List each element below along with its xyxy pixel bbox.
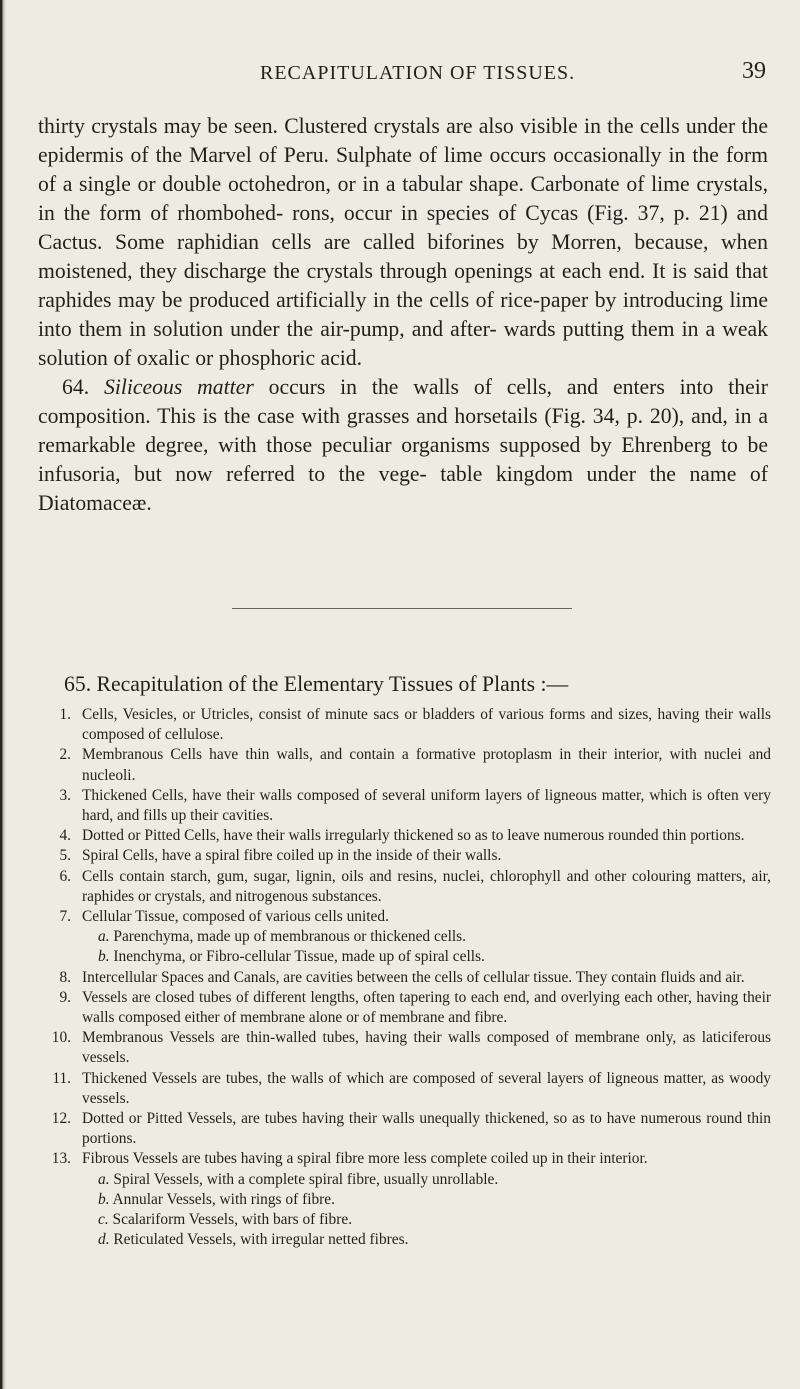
item-text: Fibrous Vessels are tubes having a spiral fibre more less complete coiled up in their interior. [82,1150,648,1168]
list-item [38,826,771,846]
item-number: 7. [59,908,71,926]
recapitulation-list [38,705,771,1250]
item-text: Dotted or Pitted Cells, have their walls irregularly thickened so as to leave numerous rounded thin portions. [82,827,745,845]
item-number: 10. [51,1029,71,1047]
paragraph-64 [38,373,768,518]
subitem-text: Reticulated Vessels, with irregular netted fibres. [113,1231,409,1249]
item-number: 13. [51,1150,71,1168]
list-item [38,968,771,988]
item-number: 8. [59,968,71,986]
subitem-letter: a. [98,1170,110,1188]
item-number: 3. [59,786,71,804]
item-number: 2. [59,746,71,764]
section-divider [232,608,572,609]
list-item [38,745,771,785]
page-binding-edge [0,0,6,1389]
list-item [38,1028,771,1068]
item-text: Membranous Vessels are thin-walled tubes, having their walls composed of membrane only, as laticiferous vessels. [82,1029,771,1067]
item-number: 9. [59,988,71,1006]
item-text: Cellular Tissue, composed of various cells united. [82,908,389,926]
item-text: Vessels are closed tubes of different lengths, often tapering to each end, and overlying each other, having their walls composed either of membrane alone or of membrane and fibre. [82,988,771,1027]
list-subitem [38,947,771,967]
item-text: Thickened Cells, have their walls composed of several uniform layers of ligneous matter, which is often very hard, and fills up their cavities. [82,786,771,825]
paragraph-continuation: thirty crystals may be seen. Clustered crystals are also visible in the cells under the epidermis of the Marvel of Peru. Sulphate of lime occurs occasionally in the form of a single or double octohedron, or in a tabular shape. Carbonate of lime crystals, in the form of rhombohed- rons, occur in species of Cycas (Fig. 37, p. 21) and Cactus. Some raphidian cells are called biforines by Morren, because, when moistened, they discharge the crystals through openings at each end. It is said that raphides may be produced artificially in the cells of rice-paper by introducing lime into them in solution under the air-pump, and after- wards putting them in a weak solution of oxalic or phosphoric acid. [38,114,768,370]
paragraph-text: occurs in the walls of cells, and enters into their composition. This is the case with grasses and horsetails (Fig. 34, p. 20), and, in a remarkable degree, with those peculiar organisms supposed by Ehrenberg to be infusoria, but now referred to the vege- table kingdom under the name of Diatomaceæ. [38,375,769,515]
list-item [38,907,771,927]
item-text: Dotted or Pitted Vessels, are tubes having their walls unequally thickened, so as to have numerous round thin portions. [82,1110,771,1148]
list-item [38,867,771,907]
paragraph-number: 64. [62,375,90,399]
item-number: 12. [51,1110,71,1128]
list-subitem [38,1230,771,1250]
item-number: 5. [59,847,71,865]
item-number: 6. [59,867,71,885]
body-text [38,112,768,518]
list-item [38,846,771,866]
list-item [38,705,771,745]
item-text: Thickened Vessels are tubes, the walls of which are composed of several layers of ligneous matter, as woody vessels. [82,1069,771,1107]
subitem-letter: b. [98,948,110,966]
item-text: Cells, Vesicles, or Utricles, consist of minute sacs or bladders of various forms and sizes, having their walls composed of cellulose. [82,706,771,744]
list-item [38,786,771,826]
item-text: Intercellular Spaces and Canals, are cavities between the cells of cellular tissue. They contain fluids and air. [82,968,745,986]
subitem-text: Parenchyma, made up of membranous or thickened cells. [113,928,466,946]
subitem-letter: c. [98,1211,109,1229]
list-subitem [38,1210,771,1230]
page-number: 39 [742,58,766,84]
list-item [38,1069,771,1109]
section-heading: 65. Recapitulation of the Elementary Tissues of Plants :— [64,672,569,696]
item-text: Cells contain starch, gum, sugar, lignin, oils and resins, nuclei, chlorophyll and other colouring matters, air, raphides or crystals, and nitrogenous substances. [82,867,771,905]
item-number: 11. [52,1069,71,1087]
list-subitem [38,1190,771,1210]
item-text: Membranous Cells have thin walls, and contain a formative protoplasm in their interior, with nuclei and nucleoli. [82,746,771,784]
italic-term: Siliceous matter [103,375,254,399]
item-number: 4. [59,827,71,845]
list-subitem [38,1170,771,1190]
list-item [38,1109,771,1149]
subitem-text: Scalariform Vessels, with bars of fibre. [112,1211,353,1229]
list-item [38,988,771,1028]
list-item [38,1149,771,1169]
running-head: RECAPITULATION OF TISSUES. [260,62,576,84]
subitem-letter: d. [98,1231,110,1249]
item-text: Spiral Cells, have a spiral fibre coiled up in the inside of their walls. [82,847,502,865]
subitem-letter: a. [98,928,110,946]
subitem-letter: b. [98,1190,110,1208]
subitem-text: Annular Vessels, with rings of fibre. [112,1190,335,1208]
item-number: 1. [59,706,71,723]
subitem-text: Inenchyma, or Fibro-cellular Tissue, made up of spiral cells. [113,948,485,966]
subitem-text: Spiral Vessels, with a complete spiral fibre, usually unrollable. [113,1170,499,1188]
list-subitem [38,927,771,947]
